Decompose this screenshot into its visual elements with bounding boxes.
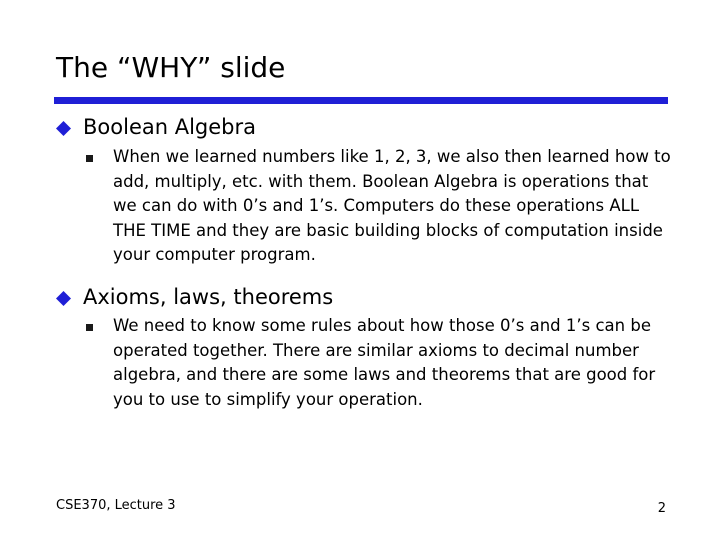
- title-underline: [54, 97, 668, 104]
- sub-bullet-text: When we learned numbers like 1, 2, 3, we also then learned how to add, multiply, etc. with them. Boolean Algebra is operations that we can do with 0’s and 1’s. Computers do these operations ALL THE TIME and they are basic building blocks of computation inside your computer program.: [113, 147, 671, 264]
- sub-bullet-boolean-algebra: [113, 145, 673, 268]
- bullet-label: Axioms, laws, theorems: [83, 285, 334, 309]
- sub-bullet-text: We need to know some rules about how those 0’s and 1’s can be operated together. There are similar axioms to decimal number algebra, and there are some laws and theorems that are good for you to use to simplify your operation.: [113, 316, 656, 409]
- diamond-bullet-icon: [56, 121, 71, 136]
- square-bullet-icon: [86, 155, 93, 162]
- square-bullet-icon: [86, 324, 93, 331]
- sub-bullet-axioms-laws-theorems: [113, 314, 673, 412]
- slide-title: The “WHY” slide: [56, 51, 286, 84]
- bullet-label: Boolean Algebra: [83, 115, 256, 139]
- diamond-bullet-icon: [56, 291, 71, 306]
- footer-course: CSE370, Lecture 3: [56, 498, 176, 513]
- page-number: 2: [657, 501, 666, 516]
